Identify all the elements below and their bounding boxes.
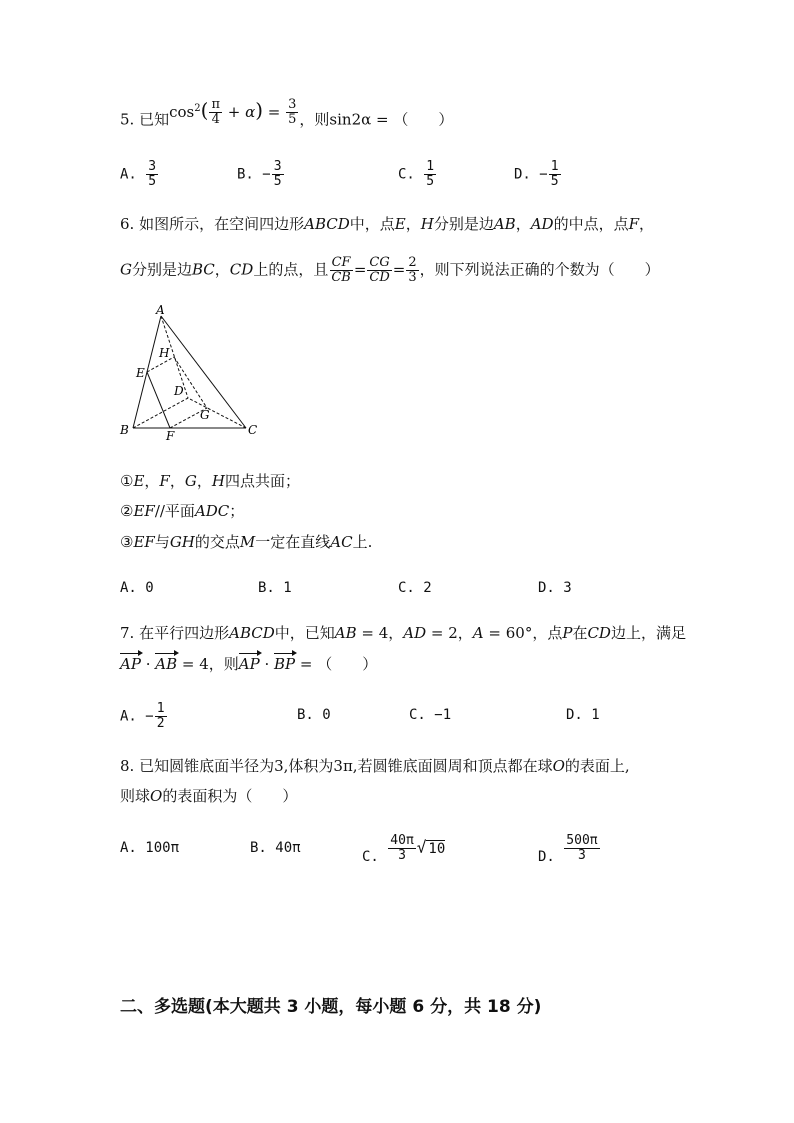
math-symbol: G	[120, 260, 132, 279]
vector-ap: AP	[120, 655, 141, 673]
q6-option-c[interactable]: C. 2	[398, 580, 432, 596]
math-symbol: G	[184, 472, 197, 490]
label-g: G	[200, 408, 210, 422]
question-6-line-2: G分别是边BC，CD上的点，且 $\frac{CF}{CB}$ = $\frac{CG}{CD}$ = $\frac{2}{3}$ ，则下列说法正确的个数为（ ）	[120, 255, 660, 285]
q7-option-d[interactable]: D. 1	[566, 707, 600, 723]
q5-option-b[interactable]: B. − $\frac{3}{5}$	[237, 159, 282, 189]
q7-option-c[interactable]: C. −1	[409, 707, 452, 723]
text-run: ，	[144, 472, 160, 490]
label-e: E	[136, 366, 145, 380]
text-run: 如图所示，在空间四边形	[139, 215, 305, 233]
text-run: 上的点，且	[253, 260, 329, 279]
text-run: //	[154, 502, 165, 520]
label-h: H	[159, 346, 170, 360]
math-symbol: BC	[192, 260, 215, 279]
frac-cg-cd: $\frac{CG}{CD}$	[369, 255, 390, 285]
math-symbol: CD	[229, 260, 254, 279]
text-run: ，	[639, 215, 655, 233]
text-run: 分别是边	[131, 260, 192, 279]
text-run: 中，点	[349, 215, 395, 233]
question-5-stem: 5. 已知$\cos^2$( $\frac{\pi}{4}$ + α) = $\frac{3}{5}$ ，则sin2α = （ ）	[120, 97, 454, 129]
text-run: ；	[229, 502, 245, 520]
q5-option-d[interactable]: D. − $\frac{1}{5}$	[514, 159, 559, 189]
math-symbol: A	[472, 624, 484, 642]
math-symbol: H	[420, 215, 434, 233]
text-run: 中，已知	[274, 624, 335, 642]
math-symbol: F	[159, 472, 170, 490]
vector-ab: AB	[155, 655, 178, 673]
math-symbol: H	[211, 472, 225, 490]
text-run: ，	[515, 215, 531, 233]
text-run: ，	[405, 215, 421, 233]
cos-expression: $\cos^2$( $\frac{\pi}{4}$ + α) = $\frac{3}{5}$	[169, 97, 297, 127]
question-6-line-1: 6. 如图所示，在空间四边形ABCD中，点E，H分别是边AB，AD的中点，点F，	[120, 215, 655, 233]
q6-statement-3	[120, 532, 372, 552]
vector-ap-2: AP	[238, 655, 260, 673]
text-run: 的中点，点	[553, 215, 629, 233]
text-run: ，	[214, 260, 230, 279]
text-run: 的交点	[194, 533, 240, 551]
tetrahedron-figure	[110, 300, 280, 445]
text-run: ②	[120, 502, 134, 520]
math-symbol: ABCD	[229, 624, 275, 642]
text-run: 四点共面；	[224, 472, 300, 490]
math-symbol: CD	[587, 624, 611, 642]
text-run: = 60°，点	[483, 624, 563, 642]
question-7-line-1: 7. 在平行四边形ABCD中，已知AB = 4，AD = 2，A = 60°，点P在CD边上，满足	[120, 624, 686, 642]
q8-option-c[interactable]: C. $\frac{40\pi}{3}$ √ 10	[362, 833, 446, 865]
text-run: 在平行四边形	[139, 624, 230, 642]
math-symbol: AB	[493, 215, 516, 233]
label-d: D	[174, 384, 184, 398]
math-symbol: EF	[133, 502, 155, 520]
text-run: ①	[120, 472, 134, 490]
math-symbol: F	[628, 215, 640, 233]
edge-bd	[133, 398, 188, 428]
text-run: = 4，	[356, 624, 404, 642]
math-symbol: E	[133, 472, 145, 490]
section-2-title: 二、多选题(本大题共 3 小题，每小题 6 分，共 18 分)	[120, 997, 542, 1017]
text-run: = 2，	[426, 624, 473, 642]
q5-option-a[interactable]: A. $\frac{3}{5}$	[120, 159, 157, 189]
q6-line2-runs	[120, 261, 328, 279]
q6-statement-1	[120, 471, 300, 491]
text-run: ，	[169, 472, 185, 490]
math-symbol: P	[562, 624, 573, 642]
text-run: 边上，满足	[610, 624, 686, 642]
label-a: A	[156, 303, 165, 317]
math-symbol: E	[394, 215, 406, 233]
question-8-line-1: 8. 已知圆锥底面半径为3,体积为3π,若圆锥底面圆周和顶点都在球O的表面上,	[120, 757, 630, 775]
q6-option-a[interactable]: A. 0	[120, 580, 154, 596]
text-run: 上.	[352, 533, 373, 551]
math-symbol: ABCD	[304, 215, 350, 233]
math-symbol: M	[239, 533, 256, 551]
q8-option-a[interactable]: A. 100π	[120, 840, 180, 856]
segment-ef	[147, 372, 170, 428]
frac-two-thirds: $\frac{2}{3}$	[408, 255, 417, 285]
label-c: C	[248, 423, 258, 437]
text-run: 与	[154, 533, 170, 551]
label-f: F	[166, 429, 175, 443]
q6-statement-2	[120, 501, 244, 521]
q7-option-b[interactable]: B. 0	[297, 707, 331, 723]
vector-bp: BP	[274, 655, 296, 673]
text-run: 分别是边	[433, 215, 494, 233]
q6-option-d[interactable]: D. 3	[538, 580, 572, 596]
text-run: 平面	[164, 502, 195, 520]
frac-cf-cb: $\frac{CF}{CB}$	[331, 255, 351, 285]
q7-option-a[interactable]: A. − $\frac{1}{2}$	[120, 701, 165, 731]
text-run: 一定在直线	[255, 533, 331, 551]
math-symbol: AB	[334, 624, 357, 642]
question-8-line-2: 则球O的表面积为（ ）	[120, 787, 298, 805]
label-b: B	[120, 423, 129, 437]
q6-line1-runs	[139, 215, 654, 233]
text-run: ③	[120, 533, 134, 551]
q8-option-d[interactable]: D. $\frac{500\pi}{3}$	[538, 833, 598, 865]
math-symbol: ADC	[194, 502, 230, 520]
text-run: ，	[196, 472, 212, 490]
math-symbol: AD	[403, 624, 427, 642]
sqrt-sign: √	[416, 837, 427, 857]
math-symbol: EF	[133, 533, 155, 551]
math-symbol: GH	[169, 533, 195, 551]
q5-option-c[interactable]: C. $\frac{1}{5}$	[398, 159, 435, 189]
q8-option-b[interactable]: B. 40π	[250, 840, 301, 856]
math-symbol: AC	[330, 533, 353, 551]
text-run: 在	[572, 624, 588, 642]
math-symbol: AD	[530, 215, 554, 233]
segment-hg	[174, 357, 207, 408]
question-7-line-2: AP · AB = 4，则AP · BP = （ ）	[120, 655, 378, 673]
q6-option-b[interactable]: B. 1	[258, 580, 292, 596]
